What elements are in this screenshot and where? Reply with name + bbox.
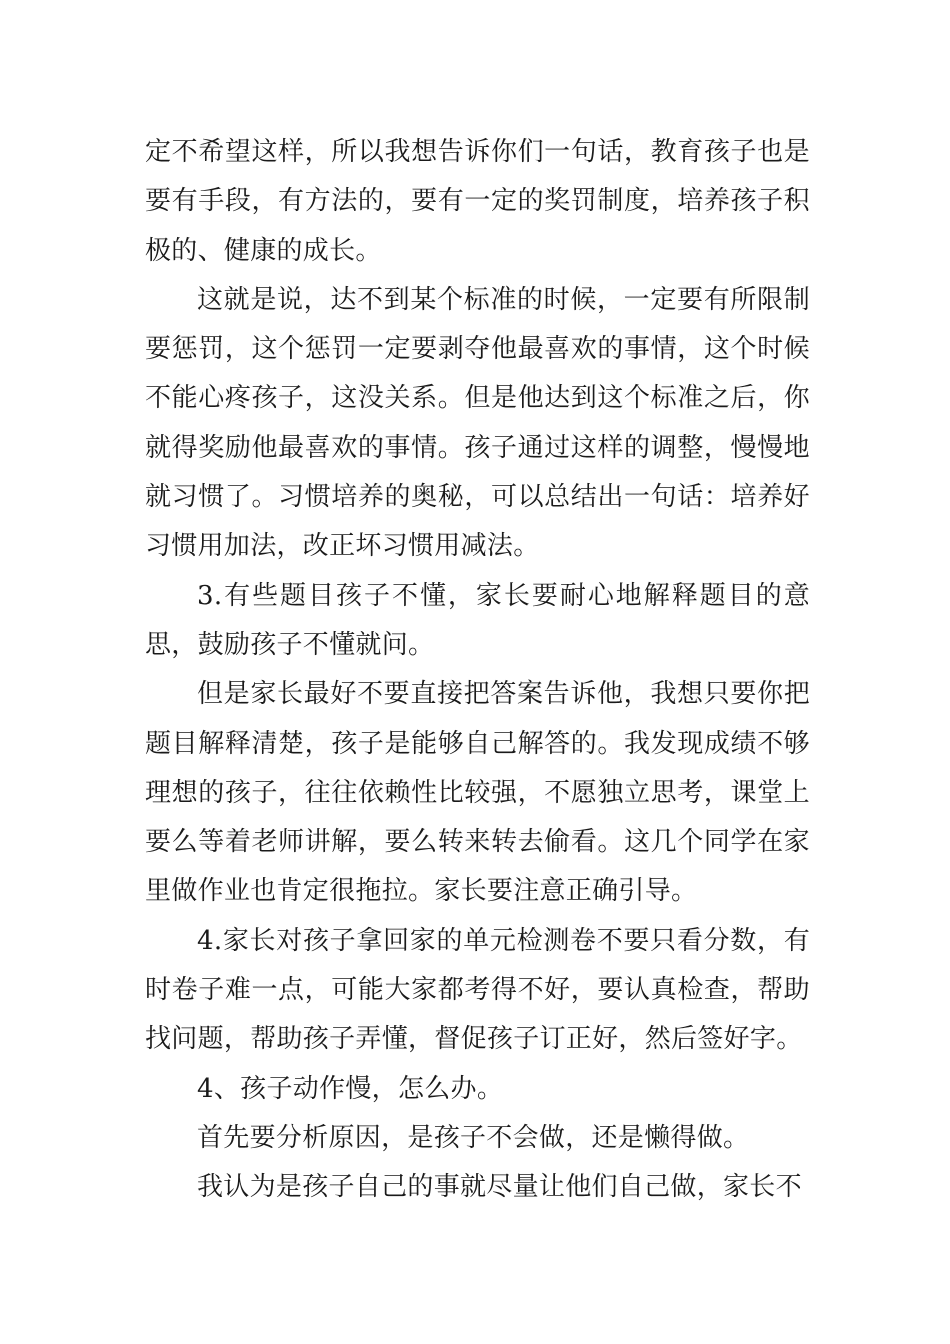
document-body [145, 128, 810, 1213]
paragraph-1: 定不希望这样，所以我想告诉你们一句话，教育孩子也是要有手段，有方法的，要有一定的奖罚制度，培养孩子积极的、健康的成长。 [145, 137, 810, 266]
paragraph-8: 我认为是孩子自己的事就尽量让他们自己做，家长不 [197, 1172, 802, 1203]
paragraph-2: 这就是说，达不到某个标准的时候，一定要有所限制要惩罚，这个惩罚一定要剥夺他最喜欢的事情，这个时候不能心疼孩子，这没关系。但是他达到这个标准之后，你就得奖励他最喜欢的事情。孩子通过这样的调整，慢慢地就习惯了。习惯培养的奥秘，可以总结出一句话：培养好习惯用加法，改正坏习惯用减法。 [145, 284, 810, 562]
paragraph-5: 4.家长对孩子拿回家的单元检测卷不要只看分数，有时卷子难一点，可能大家都考得不好，要认真检查，帮助找问题，帮助孩子弄懂，督促孩子订正好，然后签好字。 [145, 925, 810, 1055]
paragraph-6: 4、孩子动作慢，怎么办。 [197, 1073, 504, 1104]
paragraph-4: 但是家长最好不要直接把答案告诉他，我想只要你把题目解释清楚，孩子是能够自己解答的。我发现成绩不够理想的孩子，往往依赖性比较强，不愿独立思考，课堂上要么等着老师讲解，要么转来转去偷看。这几个同学在家里做作业也肯定很拖拉。家长要注意正确引导。 [145, 679, 810, 907]
paragraph-3: 3.有些题目孩子不懂，家长要耐心地解释题目的意思，鼓励孩子不懂就问。 [145, 580, 810, 660]
paragraph-7: 首先要分析原因，是孩子不会做，还是懒得做。 [197, 1122, 750, 1153]
